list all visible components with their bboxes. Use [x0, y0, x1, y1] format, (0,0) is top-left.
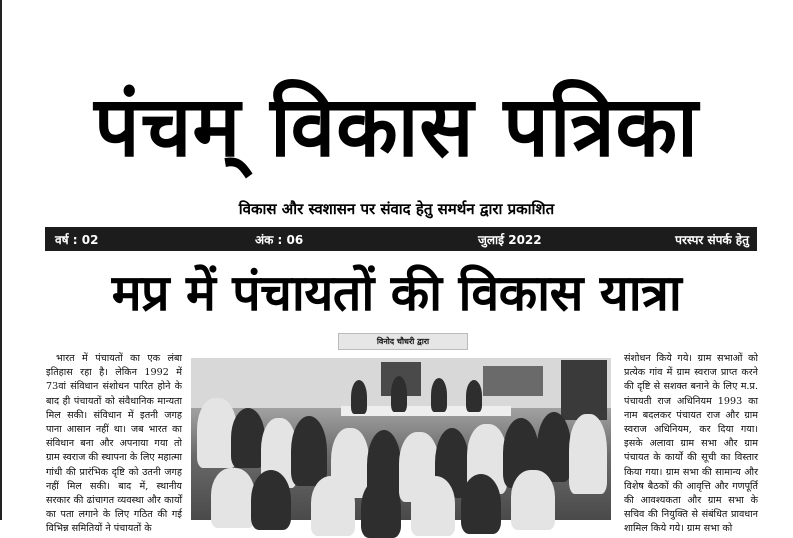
photo-person — [431, 378, 447, 412]
photo-person — [211, 468, 255, 528]
article-column-left: भारत में पंचायतों का एक लंबा इतिहास रहा है। लेकिन 1992 में 73वां संविधान संशोधन पारित होने के बाद ही पंचायतों को संवैधानिक मान्यता मिल सकी। संविधान में इतनी जगह पाना आसान नहीं था। जब भारत का संविधान बना और अपनाया गया तो ग्राम स्वराज की स्थापना के लिए महात्मा गांधी की प्रारंभिक दृष्टि को उतनी जगह नहीं मिल सकी। बाद में, स्थानीय सरकार की ढांचागत व्यवस्था और कार्यों का पता लगाने के लिए गठित की गई विभिन्न समितियों ने पंचायतों के — [46, 353, 182, 535]
issue-info-bar — [45, 227, 757, 251]
photo-person — [351, 380, 367, 414]
tagline: विकास और स्वशासन पर संवाद हेतु समर्थन द्वारा प्रकाशित — [238, 200, 555, 218]
photo-person — [391, 376, 407, 412]
photo-person — [461, 474, 501, 534]
photo-person — [291, 416, 327, 486]
photo-person — [311, 476, 355, 536]
photo-door — [561, 360, 607, 420]
photo-person — [569, 414, 607, 494]
article-headline: मप्र में पंचायतों की विकास यात्रा — [111, 264, 682, 322]
article-column-right: संशोधन किये गये। ग्राम सभाओं को प्रत्येक गांव में ग्राम स्वराज प्राप्त करने की दृष्टि से सशक्त बनाने के लिए म.प्र. पंचायती राज अधिनियम 1993 का नाम बदलकर पंचायत राज और ग्राम स्वराज अधिनियम, कर दिया गया। इसके अलावा ग्राम सभा और ग्राम पंचायत के कार्यों की सूची का विस्तार किया गया। ग्राम सभा की सामान्य और विशेष बैठकों की आवृत्ति और गणपूर्ति की आवश्यकता और ग्राम सभा के सचिव की नियुक्ति से संबंधित प्रावधान शामिल किये गये। ग्राम सभा को — [624, 353, 758, 535]
photo-person — [251, 470, 291, 530]
photo-person — [411, 476, 455, 536]
photo-window — [483, 366, 543, 396]
issue-date: जुलाई 2022 — [478, 233, 542, 247]
issue-number: अंक : 06 — [255, 233, 304, 247]
photo-person — [466, 380, 482, 412]
photo-person — [231, 408, 265, 468]
article-byline: विनोद चौधरी द्वारा — [338, 333, 468, 350]
meeting-photo — [191, 358, 611, 520]
photo-person — [361, 478, 401, 538]
contact-label: परस्पर संपर्क हेतु — [675, 233, 749, 247]
photo-person — [511, 470, 555, 530]
masthead-title: पंचम् विकास पत्रिका — [94, 77, 699, 176]
issue-year: वर्ष : 02 — [55, 233, 99, 247]
